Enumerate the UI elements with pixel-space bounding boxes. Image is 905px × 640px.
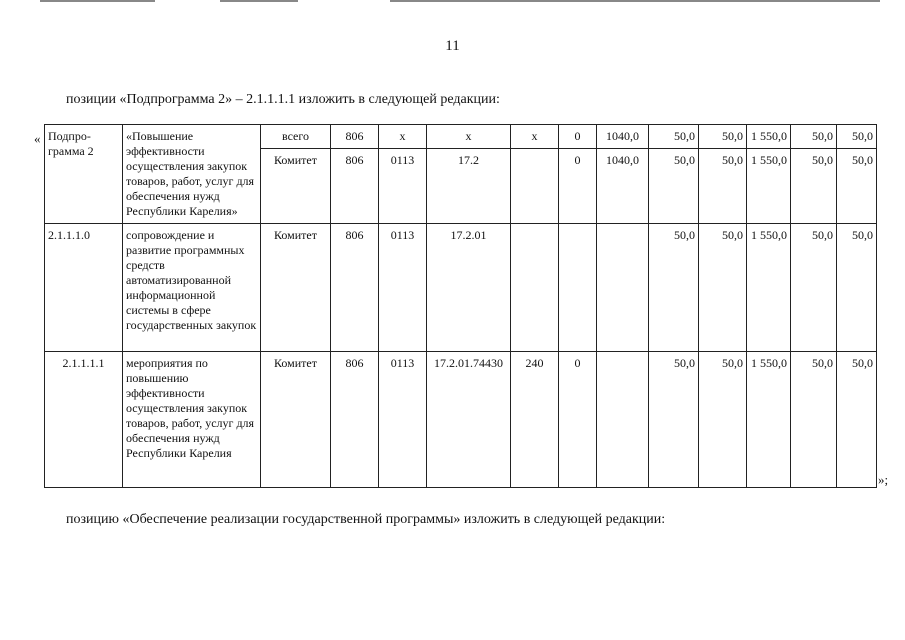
cell-value: 50,0 [791,224,837,352]
cell-value: 50,0 [699,125,747,149]
row-name: мероприятия по повышению эффективности осуществления закупок товаров, работ, услуг для обеспечения нужд Республики Карелия [123,352,261,488]
cell-grbs: 806 [331,125,379,149]
cell-expense-type: 240 [511,352,559,488]
cell-expense-type [511,224,559,352]
cell-value: 1 550,0 [747,224,791,352]
cell-value: 50,0 [837,224,877,352]
cell-section: 0113 [379,224,427,352]
table-row [45,125,877,149]
cell-value [559,224,597,352]
cell-target: 17.2.01.74430 [427,352,511,488]
cell-executor: Комитет [261,224,331,352]
closing-quote: »; [878,472,889,487]
cell-value: 50,0 [837,149,877,224]
scan-edge-line [390,0,880,2]
budget-table [44,124,877,488]
cell-value: 1040,0 [597,125,649,149]
cell-grbs: 806 [331,149,379,224]
cell-value: 1 550,0 [747,352,791,488]
cell-expense-type: х [511,125,559,149]
footer-paragraph: позицию «Обеспечение реализации государственной программы» изложить в следующей редакции: [66,512,666,527]
cell-section: 0113 [379,149,427,224]
scan-edge-line [220,0,298,2]
scan-edge-line [40,0,155,2]
cell-value: 50,0 [649,224,699,352]
cell-value [597,352,649,488]
cell-value: 50,0 [649,352,699,488]
cell-value: 50,0 [791,149,837,224]
cell-executor: всего [261,125,331,149]
row-name: «Повышение эффективности осуществления закупок товаров, работ, услуг для обеспечения нужд Республики Карелия» [123,125,261,224]
intro-paragraph: позиции «Подпрограмма 2» – 2.1.1.1.1 изложить в следующей редакции: [66,92,500,107]
cell-target: 17.2.01 [427,224,511,352]
cell-value: 50,0 [699,149,747,224]
cell-target: 17.2 [427,149,511,224]
cell-expense-type [511,149,559,224]
cell-value: 50,0 [699,224,747,352]
cell-value: 1 550,0 [747,149,791,224]
cell-executor: Комитет [261,352,331,488]
cell-value: 50,0 [837,125,877,149]
page-number: 11 [445,38,460,54]
cell-target: х [427,125,511,149]
cell-value [597,224,649,352]
row-code: Подпро-грамма 2 [45,125,123,224]
cell-grbs: 806 [331,224,379,352]
cell-value: 50,0 [649,149,699,224]
opening-quote: « [34,131,41,146]
cell-section: х [379,125,427,149]
cell-executor: Комитет [261,149,331,224]
cell-value: 1 550,0 [747,125,791,149]
cell-value: 0 [559,125,597,149]
cell-value: 50,0 [649,125,699,149]
cell-section: 0113 [379,352,427,488]
table-row [45,224,877,352]
row-code: 2.1.1.1.0 [45,224,123,352]
cell-value: 50,0 [791,352,837,488]
cell-value: 50,0 [837,352,877,488]
table-row [45,352,877,488]
cell-value: 0 [559,149,597,224]
cell-grbs: 806 [331,352,379,488]
cell-value: 0 [559,352,597,488]
cell-value: 50,0 [791,125,837,149]
cell-value: 50,0 [699,352,747,488]
row-code: 2.1.1.1.1 [45,352,123,488]
row-name: сопровождение и развитие программных средств автоматизированной информационной системы в сфере государственных закупок [123,224,261,352]
cell-value: 1040,0 [597,149,649,224]
